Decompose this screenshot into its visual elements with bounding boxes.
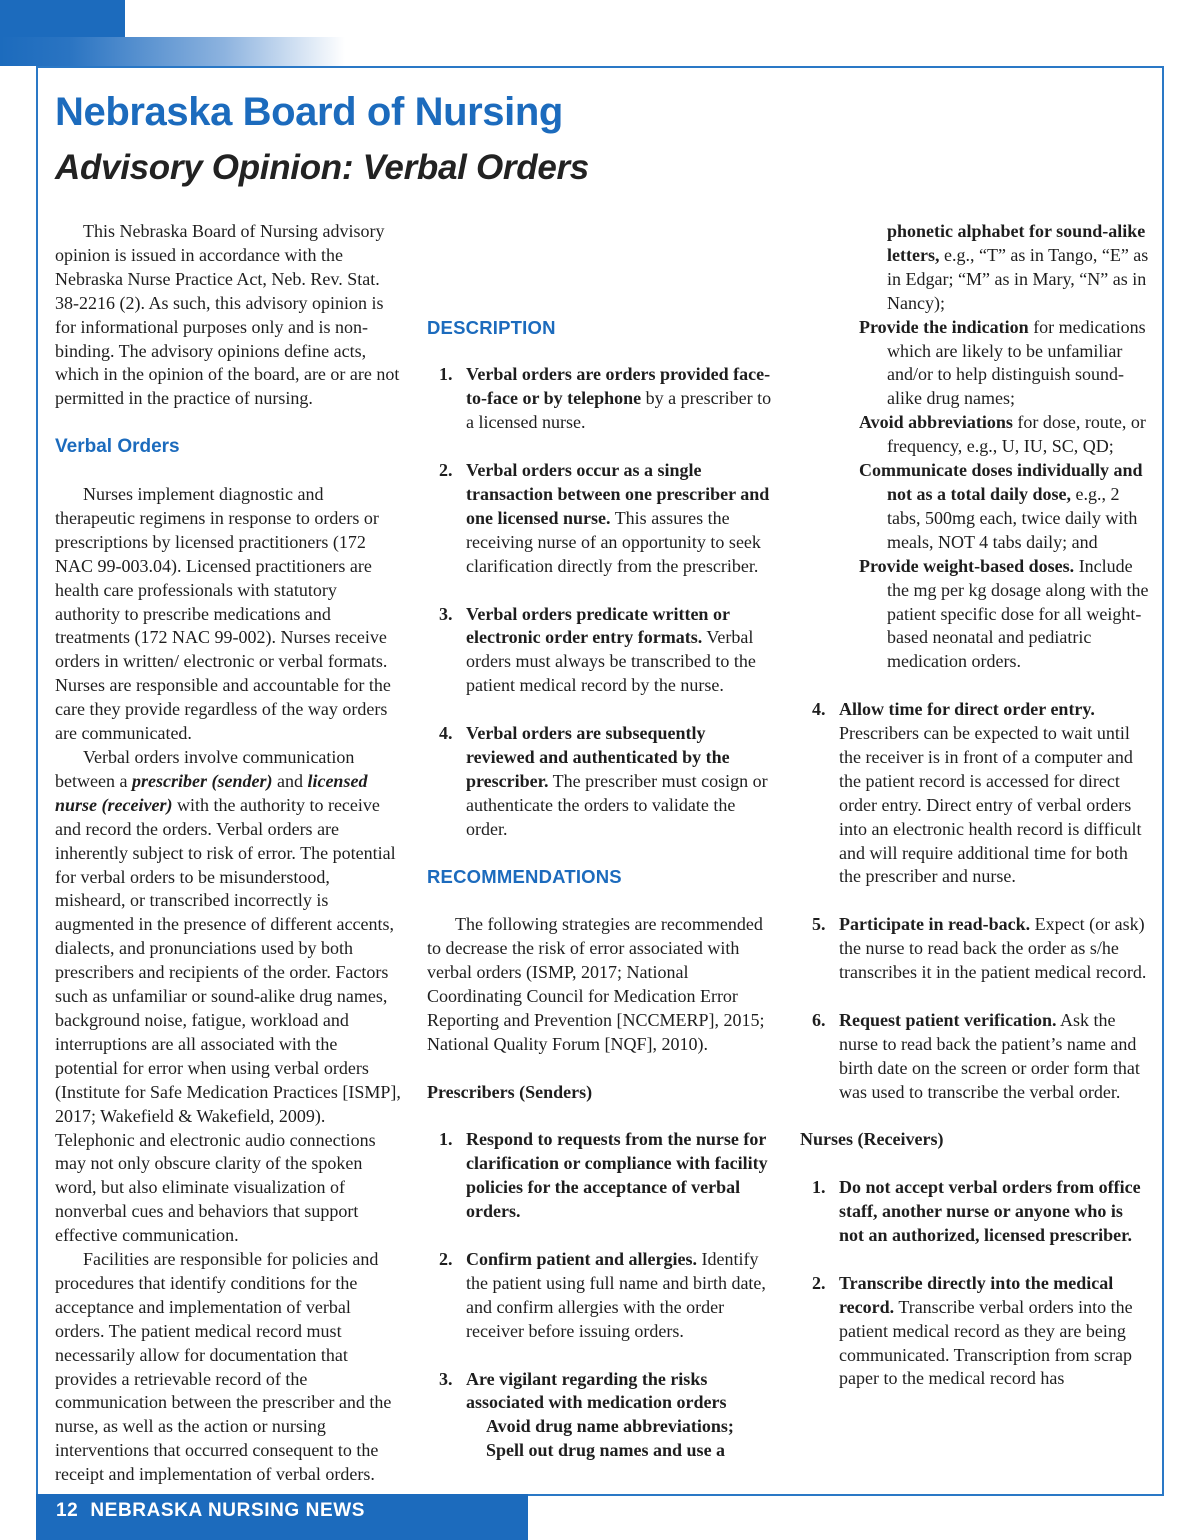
- nurses-heading: Nurses (Receivers): [800, 1129, 944, 1150]
- list-item: 4. Verbal orders are subsequently reviewed and authenticated by the prescriber. The prescriber must cosign or authenticate the orders to validate the order.: [439, 723, 768, 839]
- footer-bar: [36, 1494, 528, 1540]
- list-item: 6. Request patient verification. Ask the nurse to read back the patient’s name and birth date on the screen or order form that was used to transcribe the verbal order.: [812, 1009, 1140, 1102]
- verbal-orders-paragraph-2: Verbal orders involve communication between a prescriber (sender) and licensed nurse (receiver) with the authority to receive and record the orders. Verbal orders are inherently subject to risk of error. The potential for verbal orders to be misunderstood, misheard, or transcribed incorrectly is augmented in the presence of different accents, dialects, and pronunciations used by both prescribers and recipients of the order. Factors such as unfamiliar or sound-alike drug names, background noise, fatigue, workload and interruptions are all associated with the potential for error when using verbal orders (Institute for Safe Medication Practices [ISMP], 2017; Wakefield & Wakefield, 2009). Telephonic and electronic audio connections may not only obscure clarity of the spoken word, but also eliminate visualization of nonverbal cues and behaviors that support effective communication.: [55, 747, 401, 1246]
- page-title: Nebraska Board of Nursing: [55, 90, 563, 134]
- list-item: 1. Respond to requests from the nurse for clarification or compliance with facility policies for the acceptance of verbal orders.: [439, 1129, 768, 1222]
- list-item: 2. Verbal orders occur as a single transaction between one prescriber and one licensed nurse. This assures the receiving nurse of an opportunity to seek clarification directly from the prescriber.: [439, 460, 770, 576]
- list-item: 2. Confirm patient and allergies. Identify the patient using full name and birth date, and confirm allergies with the order receiver before issuing orders.: [439, 1248, 766, 1341]
- publication-name: NEBRASKA NURSING NEWS: [90, 1500, 366, 1521]
- verbal-orders-paragraph-3: Facilities are responsible for policies and procedures that identify conditions for the acceptance and implementation of verbal orders. The patient medical record must necessarily allow for documentation that provides a retrievable record of the communication between the prescriber and the nurse, as well as the action or nursing interventions that occurred consequent to the receipt and implementation of verbal orders.: [55, 1249, 392, 1485]
- page-subtitle: Advisory Opinion: Verbal Orders: [55, 148, 589, 187]
- masthead: [55, 88, 1055, 190]
- list-item: 3. Verbal orders predicate written or electronic order entry formats. Verbal orders must always be transcribed to the patient medical record by the nurse.: [439, 603, 756, 696]
- list-item: 1. Verbal orders are orders provided face-to-face or by telephone by a prescriber to a licensed nurse.: [439, 364, 772, 433]
- prescribers-heading: Prescribers (Senders): [427, 1081, 593, 1102]
- medication-subitem-start: Spell out drug names and use a: [486, 1440, 726, 1461]
- column-1: [55, 220, 401, 1487]
- list-item: 1. Do not accept verbal orders from office staff, another nurse or anyone who is not an authorized, licensed prescriber.: [812, 1177, 1141, 1245]
- list-item: 4. Allow time for direct order entry. Prescribers can be expected to wait until the receiver is in front of a computer and the patient record is accessed for direct order entry. Direct entry of verbal orders into an electronic health record is difficult and will require additional time for both the prescriber and nurse.: [812, 699, 1142, 887]
- section-heading-verbal-orders: Verbal Orders: [55, 436, 180, 458]
- intro-paragraph: This Nebraska Board of Nursing advisory opinion is issued in accordance with the Nebraska Nurse Practice Act, Neb. Rev. Stat. 38-2216 (2). As such, this advisory opinion is for informational purposes only and is non-binding. The advisory opinions define acts, which in the opinion of the board, are or are not permitted in the practice of nursing.: [55, 221, 400, 409]
- column-2: [427, 220, 777, 1463]
- list-item: 5. Participate in read-back. Expect (or ask) the nurse to read back the order as s/he transcribes it in the patient medical record.: [812, 914, 1147, 983]
- medication-subitem: Provide weight-based doses. Include the mg per kg dosage along with the patient specific dose for all weight-based neonatal and pediatric medication orders.: [859, 555, 1149, 672]
- medication-subitem: Provide the indication for medications which are likely to be unfamiliar and/or to help distinguish sound-alike drug names;: [859, 316, 1146, 409]
- medication-subitem: Communicate doses individually and not as a total daily dose, e.g., 2 tabs, 500mg each, twice daily with meals, NOT 4 tabs daily; and: [859, 460, 1143, 552]
- list-item: 2. Transcribe directly into the medical record. Transcribe verbal orders into the patient medical record as they are being communicated. Transcription from scrap paper to the medical record has: [812, 1272, 1133, 1389]
- medication-subitem: Avoid abbreviations for dose, route, or frequency, e.g., U, IU, SC, QD;: [859, 412, 1146, 457]
- section-heading-description: DESCRIPTION: [427, 316, 556, 338]
- recommendations-intro: The following strategies are recommended to decrease the risk of error associated with verbal orders (ISMP, 2017; National Coordinating Council for Medication Error Reporting and Prevention [NCCMERP], 2015; National Quality Forum [NQF], 2010).: [427, 914, 765, 1054]
- section-heading-recommendations: RECOMMENDATIONS: [427, 866, 622, 888]
- verbal-orders-paragraph-1: Nurses implement diagnostic and therapeutic regimens in response to orders or prescriptions by licensed practitioners (172 NAC 99-003.04). Licensed practitioners are health care professionals with statutory authority to prescribe medications and treatments (172 NAC 99-002). Nurses receive orders in written/ electronic or verbal formats. Nurses are responsible and accountable for the care they provide regardless of the way orders are communicated.: [55, 484, 391, 744]
- medication-subitem-continued: phonetic alphabet for sound-alike letters, e.g., “T” as in Tango, “E” as in Edgar; “M” as in Mary, “N” as in Nancy);: [887, 221, 1149, 313]
- list-item: 3. Are vigilant regarding the risks associated with medication orders: [439, 1368, 727, 1413]
- page-number: 12: [56, 1500, 79, 1521]
- column-3: [800, 220, 1150, 1391]
- medication-subitem: Avoid drug name abbreviations;: [486, 1416, 734, 1437]
- header-gradient-bar: [0, 37, 345, 66]
